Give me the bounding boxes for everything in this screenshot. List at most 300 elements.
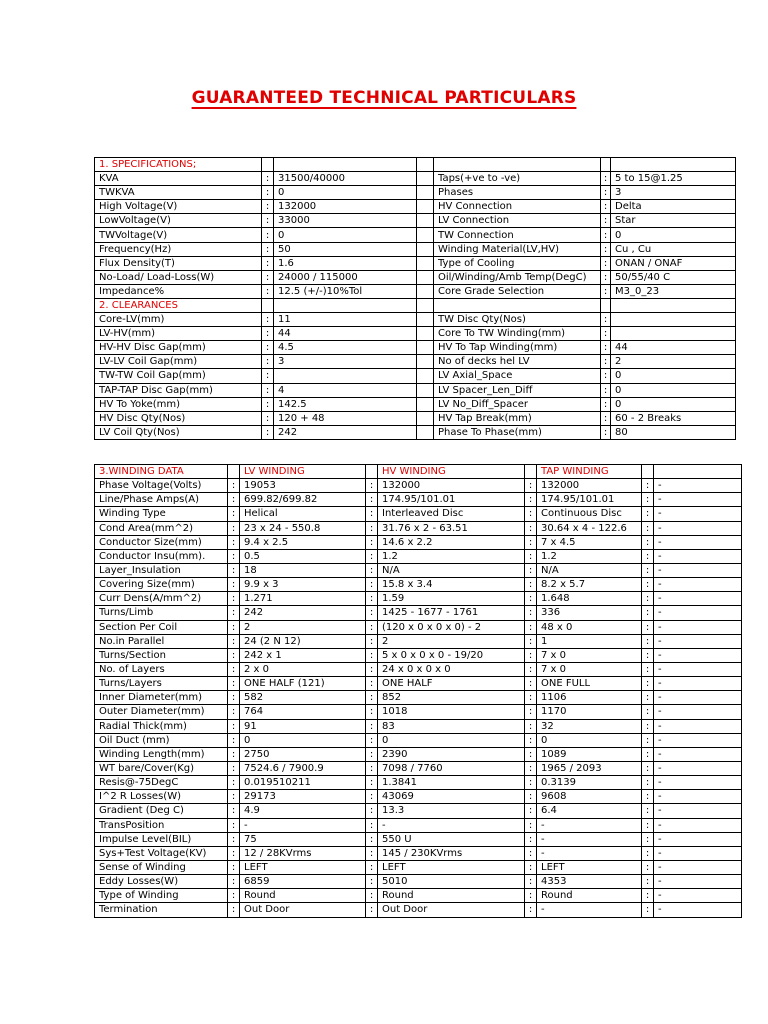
winding-row xyxy=(95,875,742,889)
spec-row xyxy=(95,341,736,355)
colon-separator: : xyxy=(601,397,611,411)
colon-separator: : xyxy=(642,507,654,521)
colon-separator: : xyxy=(262,228,274,242)
hv-winding-heading: HV WINDING xyxy=(378,465,525,479)
colon-separator: : xyxy=(228,818,240,832)
colon-separator: : xyxy=(525,507,537,521)
section-heading: 1. SPECIFICATIONS; xyxy=(95,158,262,172)
page-title xyxy=(0,88,768,108)
colon-separator: : xyxy=(366,761,378,775)
colon-separator: : xyxy=(642,592,654,606)
lv-value: 242 x 1 xyxy=(240,648,366,662)
hv-value: Out Door xyxy=(378,903,525,917)
colon-separator: : xyxy=(262,369,274,383)
colon-separator: : xyxy=(642,578,654,592)
extra-value: - xyxy=(654,705,742,719)
param-label: Turns/Section xyxy=(95,648,228,662)
tap-value: 1089 xyxy=(537,747,642,761)
extra-value: - xyxy=(654,719,742,733)
winding-row xyxy=(95,733,742,747)
winding-row xyxy=(95,535,742,549)
colon-separator: : xyxy=(262,341,274,355)
param-label: Sense of Winding xyxy=(95,860,228,874)
param-value: 44 xyxy=(274,327,417,341)
colon-separator: : xyxy=(525,747,537,761)
extra-value: - xyxy=(654,606,742,620)
colon-separator: : xyxy=(262,200,274,214)
param-value: M3_0_23 xyxy=(611,284,736,298)
param-label: Layer_Insulation xyxy=(95,563,228,577)
extra-value: - xyxy=(654,535,742,549)
extra-value: - xyxy=(654,846,742,860)
hv-value: 83 xyxy=(378,719,525,733)
colon-separator: : xyxy=(601,270,611,284)
hv-value: 174.95/101.01 xyxy=(378,493,525,507)
extra-value: - xyxy=(654,578,742,592)
param-value: 4 xyxy=(274,383,417,397)
param-label: Turns/Layers xyxy=(95,677,228,691)
colon-separator: : xyxy=(525,521,537,535)
colon-separator: : xyxy=(366,719,378,733)
colon-separator: : xyxy=(366,521,378,535)
param-label: HV To Tap Winding(mm) xyxy=(434,341,601,355)
colon-separator: : xyxy=(228,832,240,846)
param-value: 0 xyxy=(611,383,736,397)
colon-separator: : xyxy=(228,889,240,903)
colon-separator: : xyxy=(262,172,274,186)
param-value: 33000 xyxy=(274,214,417,228)
param-label: Line/Phase Amps(A) xyxy=(95,493,228,507)
winding-header-row xyxy=(95,465,742,479)
spacer-cell xyxy=(417,327,434,341)
winding-row xyxy=(95,860,742,874)
colon-separator: : xyxy=(366,733,378,747)
colon-separator: : xyxy=(525,832,537,846)
winding-row xyxy=(95,677,742,691)
param-label: No.in Parallel xyxy=(95,634,228,648)
colon-separator: : xyxy=(525,889,537,903)
colon-separator: : xyxy=(366,776,378,790)
spec-row xyxy=(95,313,736,327)
param-label: WT bare/Cover(Kg) xyxy=(95,761,228,775)
extra-value: - xyxy=(654,903,742,917)
param-label: Cond Area(mm^2) xyxy=(95,521,228,535)
tap-value: 1.648 xyxy=(537,592,642,606)
param-label: Radial Thick(mm) xyxy=(95,719,228,733)
tap-value: ONE FULL xyxy=(537,677,642,691)
spec-row xyxy=(95,355,736,369)
lv-value: 9.4 x 2.5 xyxy=(240,535,366,549)
param-label: Taps(+ve to -ve) xyxy=(434,172,601,186)
colon-separator: : xyxy=(366,860,378,874)
param-value: 50/55/40 C xyxy=(611,270,736,284)
param-label: Core-LV(mm) xyxy=(95,313,262,327)
hv-value: 7098 / 7760 xyxy=(378,761,525,775)
colon-separator: : xyxy=(228,578,240,592)
colon-separator: : xyxy=(525,790,537,804)
tap-winding-heading: TAP WINDING xyxy=(537,465,642,479)
colon-separator: : xyxy=(525,804,537,818)
lv-value: 75 xyxy=(240,832,366,846)
colon-separator: : xyxy=(262,425,274,439)
colon-separator: : xyxy=(262,397,274,411)
tap-value: 1 xyxy=(537,634,642,648)
spec-row xyxy=(95,214,736,228)
winding-row xyxy=(95,662,742,676)
colon-separator xyxy=(228,465,240,479)
colon-separator xyxy=(262,298,274,312)
winding-section-heading: 3.WINDING DATA xyxy=(95,465,228,479)
extra-value: - xyxy=(654,790,742,804)
extra-value: - xyxy=(654,691,742,705)
colon-separator xyxy=(642,465,654,479)
extra-value: - xyxy=(654,677,742,691)
extra-value: - xyxy=(654,818,742,832)
spec-row xyxy=(95,186,736,200)
colon-separator: : xyxy=(366,507,378,521)
hv-value: 2390 xyxy=(378,747,525,761)
param-value: 80 xyxy=(611,425,736,439)
colon-separator: : xyxy=(262,256,274,270)
spec-row xyxy=(95,256,736,270)
extra-value: - xyxy=(654,875,742,889)
colon-separator: : xyxy=(228,493,240,507)
param-label: TWKVA xyxy=(95,186,262,200)
page-title-text: GUARANTEED TECHNICAL PARTICULARS xyxy=(191,88,577,108)
spacer-cell xyxy=(417,397,434,411)
colon-separator: : xyxy=(366,818,378,832)
colon-separator: : xyxy=(601,186,611,200)
spacer-cell xyxy=(417,270,434,284)
param-label: LV Spacer_Len_Diff xyxy=(434,383,601,397)
colon-separator xyxy=(601,298,611,312)
tap-value: 0.3139 xyxy=(537,776,642,790)
param-value xyxy=(611,298,736,312)
param-label: Turns/Limb xyxy=(95,606,228,620)
lv-value: 764 xyxy=(240,705,366,719)
lv-value: 1.271 xyxy=(240,592,366,606)
colon-separator: : xyxy=(525,733,537,747)
colon-separator: : xyxy=(525,903,537,917)
winding-row xyxy=(95,846,742,860)
winding-row xyxy=(95,507,742,521)
param-value: 242 xyxy=(274,425,417,439)
tap-value: 8.2 x 5.7 xyxy=(537,578,642,592)
param-label: TW Disc Qty(Nos) xyxy=(434,313,601,327)
colon-separator: : xyxy=(366,535,378,549)
colon-separator: : xyxy=(228,719,240,733)
colon-separator: : xyxy=(525,677,537,691)
colon-separator: : xyxy=(525,776,537,790)
spacer-cell xyxy=(417,228,434,242)
tap-value: 336 xyxy=(537,606,642,620)
spec-row xyxy=(95,327,736,341)
colon-separator: : xyxy=(525,493,537,507)
colon-separator: : xyxy=(525,860,537,874)
colon-separator: : xyxy=(642,832,654,846)
tap-value: 30.64 x 4 - 122.6 xyxy=(537,521,642,535)
colon-separator: : xyxy=(228,860,240,874)
winding-row xyxy=(95,592,742,606)
lv-value: 699.82/699.82 xyxy=(240,493,366,507)
winding-row xyxy=(95,563,742,577)
spacer-cell xyxy=(417,284,434,298)
colon-separator: : xyxy=(601,369,611,383)
winding-row xyxy=(95,790,742,804)
colon-separator: : xyxy=(366,889,378,903)
winding-row xyxy=(95,761,742,775)
winding-row xyxy=(95,606,742,620)
param-label: HV To Yoke(mm) xyxy=(95,397,262,411)
spacer-cell xyxy=(417,214,434,228)
hv-value: 13.3 xyxy=(378,804,525,818)
colon-separator: : xyxy=(642,691,654,705)
param-value: 3 xyxy=(611,186,736,200)
param-label: Phases xyxy=(434,186,601,200)
colon-separator: : xyxy=(601,313,611,327)
tap-value: 9608 xyxy=(537,790,642,804)
param-label: Frequency(Hz) xyxy=(95,242,262,256)
hv-value: 43069 xyxy=(378,790,525,804)
spacer-cell xyxy=(417,425,434,439)
param-label: LowVoltage(V) xyxy=(95,214,262,228)
lv-value: 242 xyxy=(240,606,366,620)
spec-row xyxy=(95,425,736,439)
tap-value: 1106 xyxy=(537,691,642,705)
param-label: TWVoltage(V) xyxy=(95,228,262,242)
extra-value: - xyxy=(654,776,742,790)
colon-separator: : xyxy=(366,563,378,577)
colon-separator: : xyxy=(642,804,654,818)
lv-value: 19053 xyxy=(240,479,366,493)
lv-value: 29173 xyxy=(240,790,366,804)
param-label: Winding Material(LV,HV) xyxy=(434,242,601,256)
lv-value: 24 (2 N 12) xyxy=(240,634,366,648)
colon-separator: : xyxy=(642,846,654,860)
lv-value: LEFT xyxy=(240,860,366,874)
colon-separator: : xyxy=(228,592,240,606)
colon-separator: : xyxy=(642,860,654,874)
winding-row xyxy=(95,521,742,535)
lv-value: 0 xyxy=(240,733,366,747)
hv-value: Round xyxy=(378,889,525,903)
colon-separator: : xyxy=(525,592,537,606)
winding-row xyxy=(95,620,742,634)
param-value: Cu , Cu xyxy=(611,242,736,256)
param-label: LV No_Diff_Spacer xyxy=(434,397,601,411)
param-value: ONAN / ONAF xyxy=(611,256,736,270)
colon-separator: : xyxy=(228,846,240,860)
colon-separator: : xyxy=(642,521,654,535)
colon-separator: : xyxy=(366,578,378,592)
colon-separator: : xyxy=(642,479,654,493)
hv-value: 0 xyxy=(378,733,525,747)
colon-separator: : xyxy=(366,634,378,648)
param-label: HV Connection xyxy=(434,200,601,214)
lv-value: 6859 xyxy=(240,875,366,889)
lv-value: ONE HALF (121) xyxy=(240,677,366,691)
colon-separator: : xyxy=(525,578,537,592)
colon-separator: : xyxy=(366,606,378,620)
hv-value: 5010 xyxy=(378,875,525,889)
tap-value: 132000 xyxy=(537,479,642,493)
extra-value: - xyxy=(654,620,742,634)
colon-separator xyxy=(262,158,274,172)
lv-value: Helical xyxy=(240,507,366,521)
winding-row xyxy=(95,804,742,818)
colon-separator: : xyxy=(601,425,611,439)
hv-value: 1.2 xyxy=(378,549,525,563)
param-value: 60 - 2 Breaks xyxy=(611,411,736,425)
param-label: Winding Type xyxy=(95,507,228,521)
colon-separator: : xyxy=(642,549,654,563)
colon-separator: : xyxy=(601,341,611,355)
section-heading: 2. CLEARANCES xyxy=(95,298,262,312)
colon-separator: : xyxy=(601,284,611,298)
param-label: Inner Diameter(mm) xyxy=(95,691,228,705)
colon-separator: : xyxy=(525,761,537,775)
lv-value: 23 x 24 - 550.8 xyxy=(240,521,366,535)
hv-value: ONE HALF xyxy=(378,677,525,691)
colon-separator: : xyxy=(228,634,240,648)
colon-separator: : xyxy=(525,535,537,549)
param-value xyxy=(611,313,736,327)
param-label: Oil Duct (mm) xyxy=(95,733,228,747)
winding-row xyxy=(95,549,742,563)
tap-value: 6.4 xyxy=(537,804,642,818)
param-value: 50 xyxy=(274,242,417,256)
colon-separator: : xyxy=(642,733,654,747)
param-label: LV-LV Coil Gap(mm) xyxy=(95,355,262,369)
param-value: 12.5 (+/-)10%Tol xyxy=(274,284,417,298)
colon-separator: : xyxy=(262,242,274,256)
colon-separator: : xyxy=(525,620,537,634)
colon-separator: : xyxy=(366,592,378,606)
winding-row xyxy=(95,903,742,917)
hv-value: N/A xyxy=(378,563,525,577)
colon-separator: : xyxy=(228,691,240,705)
param-value: 132000 xyxy=(274,200,417,214)
colon-separator: : xyxy=(366,790,378,804)
spacer-cell xyxy=(417,369,434,383)
winding-row xyxy=(95,691,742,705)
param-value: 31500/40000 xyxy=(274,172,417,186)
colon-separator: : xyxy=(601,214,611,228)
param-label: KVA xyxy=(95,172,262,186)
colon-separator: : xyxy=(228,776,240,790)
param-label: TW-TW Coil Gap(mm) xyxy=(95,369,262,383)
hv-value: 1.3841 xyxy=(378,776,525,790)
param-label: Gradient (Deg C) xyxy=(95,804,228,818)
colon-separator: : xyxy=(228,507,240,521)
param-value: 0 xyxy=(274,186,417,200)
param-value: 0 xyxy=(611,369,736,383)
extra-value: - xyxy=(654,733,742,747)
spacer-cell xyxy=(417,256,434,270)
colon-separator: : xyxy=(366,705,378,719)
colon-separator: : xyxy=(642,634,654,648)
colon-separator: : xyxy=(228,790,240,804)
param-label: HV Disc Qty(Nos) xyxy=(95,411,262,425)
param-label: Type of Winding xyxy=(95,889,228,903)
param-value: 2 xyxy=(611,355,736,369)
colon-separator: : xyxy=(642,535,654,549)
spacer-cell xyxy=(417,411,434,425)
param-value: 44 xyxy=(611,341,736,355)
tap-value: 0 xyxy=(537,733,642,747)
spacer-cell xyxy=(417,172,434,186)
colon-separator: : xyxy=(525,479,537,493)
colon-separator: : xyxy=(642,903,654,917)
colon-separator xyxy=(525,465,537,479)
hv-value: Interleaved Disc xyxy=(378,507,525,521)
colon-separator: : xyxy=(366,691,378,705)
param-label: Core To TW Winding(mm) xyxy=(434,327,601,341)
param-label: Core Grade Selection xyxy=(434,284,601,298)
hv-value: - xyxy=(378,818,525,832)
lv-value: 2750 xyxy=(240,747,366,761)
colon-separator: : xyxy=(262,327,274,341)
extra-value: - xyxy=(654,860,742,874)
param-label: HV-HV Disc Gap(mm) xyxy=(95,341,262,355)
hv-value: (120 x 0 x 0 x 0) - 2 xyxy=(378,620,525,634)
colon-separator: : xyxy=(228,903,240,917)
colon-separator: : xyxy=(228,875,240,889)
colon-separator: : xyxy=(366,747,378,761)
param-label: Oil/Winding/Amb Temp(DegC) xyxy=(434,270,601,284)
colon-separator: : xyxy=(525,705,537,719)
extra-value: - xyxy=(654,493,742,507)
colon-separator xyxy=(601,158,611,172)
spec-row xyxy=(95,383,736,397)
colon-separator: : xyxy=(366,479,378,493)
extra-value: - xyxy=(654,761,742,775)
colon-separator: : xyxy=(262,383,274,397)
colon-separator: : xyxy=(262,270,274,284)
hv-value: 31.76 x 2 - 63.51 xyxy=(378,521,525,535)
colon-separator: : xyxy=(262,411,274,425)
param-label: Winding Length(mm) xyxy=(95,747,228,761)
colon-separator: : xyxy=(366,875,378,889)
colon-separator: : xyxy=(601,256,611,270)
colon-separator: : xyxy=(642,776,654,790)
hv-value: 14.6 x 2.2 xyxy=(378,535,525,549)
spec-row xyxy=(95,284,736,298)
param-label: Termination xyxy=(95,903,228,917)
tap-value: - xyxy=(537,832,642,846)
colon-separator: : xyxy=(228,705,240,719)
spec-row xyxy=(95,369,736,383)
hv-value: 132000 xyxy=(378,479,525,493)
spec-row xyxy=(95,242,736,256)
param-label: Sys+Test Voltage(KV) xyxy=(95,846,228,860)
colon-separator: : xyxy=(642,889,654,903)
lv-value: 2 x 0 xyxy=(240,662,366,676)
hv-value: 2 xyxy=(378,634,525,648)
colon-separator: : xyxy=(228,606,240,620)
extra-value: - xyxy=(654,747,742,761)
tap-value: Round xyxy=(537,889,642,903)
tap-value: 1965 / 2093 xyxy=(537,761,642,775)
colon-separator: : xyxy=(366,493,378,507)
extra-value: - xyxy=(654,648,742,662)
colon-separator: : xyxy=(366,549,378,563)
colon-separator: : xyxy=(525,719,537,733)
hv-value: 5 x 0 x 0 x 0 - 19/20 xyxy=(378,648,525,662)
colon-separator: : xyxy=(642,648,654,662)
colon-separator: : xyxy=(642,677,654,691)
colon-separator: : xyxy=(601,411,611,425)
